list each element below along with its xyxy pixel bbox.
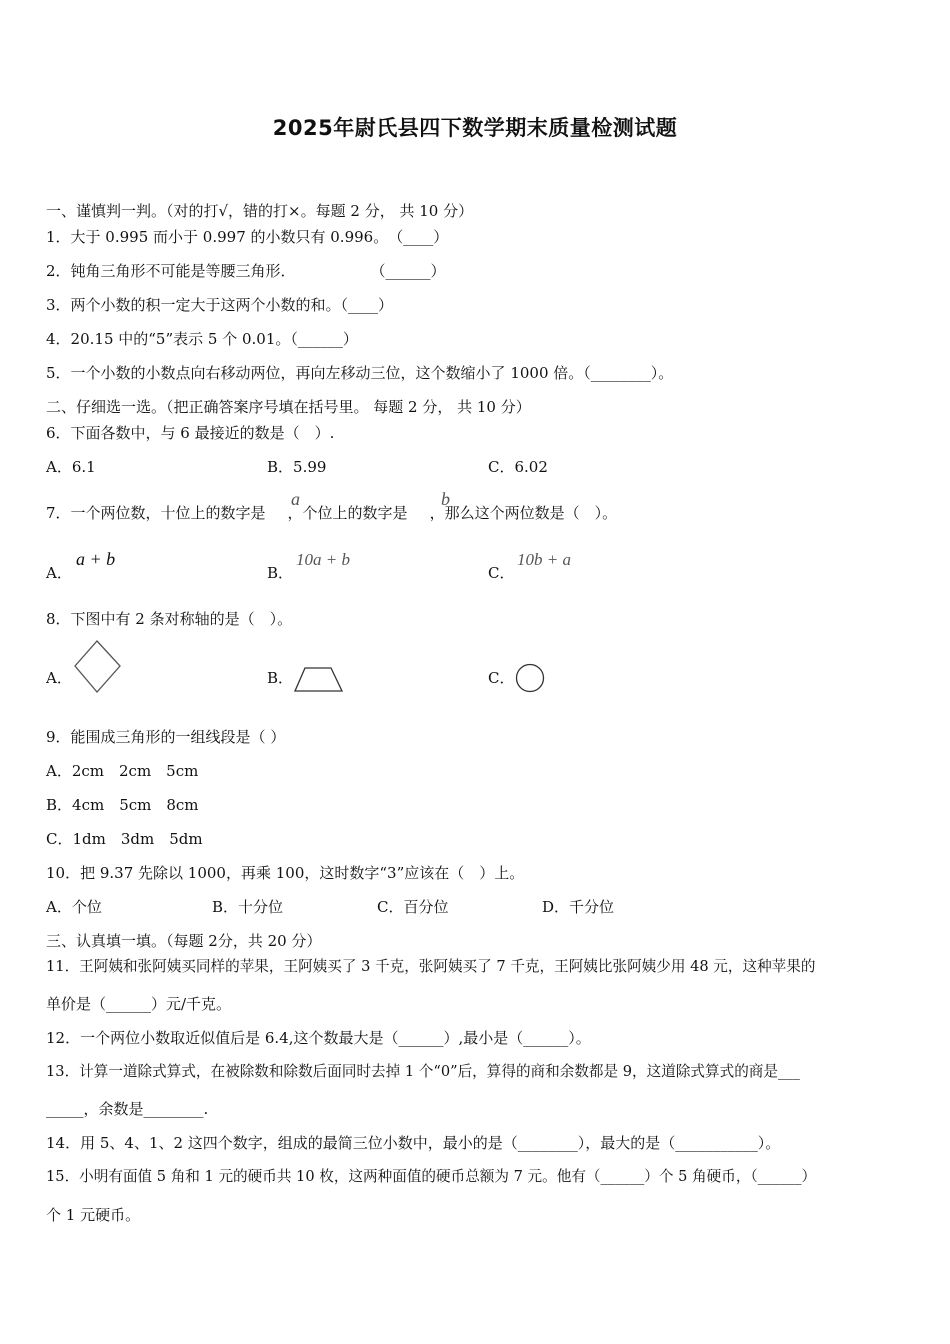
q10-option-c: C．百分位	[377, 898, 449, 916]
section-heading-judge: 一、谨慎判一判。（对的打√，错的打×。每题 2 分， 共 10 分）	[46, 202, 474, 220]
q6-option-a: A．6.1	[46, 458, 96, 476]
q9-option-b: B．4cm 5cm 8cm	[46, 796, 199, 814]
q7-text-3: ，那么这个两位数是（ ）。	[429, 504, 618, 522]
question-4: 4．20.15 中的“5”表示 5 个 0.01。（______）	[46, 330, 358, 348]
q6-option-c: C．6.02	[488, 458, 548, 476]
q6-option-b: B．5.99	[267, 458, 327, 476]
q8-option-a-label: A．	[46, 669, 72, 687]
q8-option-b-label: B．	[267, 669, 294, 687]
question-9: 9．能围成三角形的一组线段是（ ）	[46, 728, 286, 746]
question-15-line-1: 15．小明有面值 5 角和 1 元的硬币共 10 枚，这两种面值的硬币总额为 7 元。他有（______）个 5 角硬币，（______）	[46, 1168, 817, 1185]
q7-variable-b: b	[441, 489, 450, 509]
question-12: 12．一个两位小数取近似值后是 6.4,这个数最大是（______）,最小是（______）。	[46, 1029, 591, 1047]
q7-option-c-expr: 10b + a	[517, 550, 571, 569]
question-5: 5．一个小数的小数点向右移动两位，再向左移动三位，这个数缩小了 1000 倍。（________）。	[46, 364, 674, 382]
q10-option-d: D．千分位	[542, 898, 615, 916]
question-8: 8．下图中有 2 条对称轴的是（ ）。	[46, 610, 293, 628]
q7-option-b-label: B．	[267, 564, 294, 582]
page-title: 2025年尉氏县四下数学期末质量检测试题	[272, 116, 678, 140]
q7-text-1: 7．一个两位数，十位上的数字是	[46, 504, 266, 522]
question-14: 14．用 5、4、1、2 这四个数字，组成的最简三位小数中，最小的是（________），最大的是（___________）。	[46, 1134, 781, 1152]
q7-text-2: ，个位上的数字是	[287, 504, 408, 522]
q10-option-b: B．十分位	[212, 898, 284, 916]
question-13-line-1: 13．计算一道除式算式，在被除数和除数后面同时去掉 1 个“0”后，算得的商和余数都是 9，这道除式算式的商是___	[46, 1063, 800, 1080]
q7-option-a-label: A．	[46, 564, 72, 582]
question-11-line-1: 11．王阿姨和张阿姨买同样的苹果，王阿姨买了 3 千克，张阿姨买了 7 千克，王阿姨比张阿姨少用 48 元，这种苹果的	[46, 958, 816, 975]
q8-option-c-label: C．	[488, 669, 515, 687]
q7-option-a-expr: a + b	[76, 549, 116, 569]
question-11-line-2: 单价是（______）元/千克。	[46, 995, 232, 1013]
section-heading-fill: 三、认真填一填。（每题 2分，共 20 分）	[46, 932, 322, 950]
question-7	[46, 503, 617, 523]
circle-icon	[515, 663, 545, 693]
q7-variable-a: a	[291, 489, 300, 509]
question-1: 1．大于 0.995 而小于 0.997 的小数只有 0.996。 （____）	[46, 228, 449, 246]
question-3: 3．两个小数的积一定大于这两个小数的和。（____）	[46, 296, 394, 314]
diamond-icon	[74, 640, 122, 694]
q9-option-c: C．1dm 3dm 5dm	[46, 830, 203, 848]
question-13-line-2: _____，余数是________.	[46, 1100, 209, 1118]
trapezoid-icon	[294, 667, 344, 693]
question-2: 2．钝角三角形不可能是等腰三角形． （______）	[46, 262, 446, 280]
q9-option-a: A．2cm 2cm 5cm	[46, 762, 199, 780]
section-heading-choice: 二、仔细选一选。（把正确答案序号填在括号里。 每题 2 分， 共 10 分）	[46, 398, 531, 416]
q7-option-c-label: C．	[488, 564, 515, 582]
question-15-line-2: 个 1 元硬币。	[46, 1206, 141, 1224]
question-6: 6．下面各数中，与 6 最接近的数是（ ）.	[46, 424, 335, 442]
q7-option-b-expr: 10a + b	[296, 550, 350, 569]
question-10: 10．把 9.37 先除以 1000，再乘 100，这时数字“3”应该在（ ）上。	[46, 864, 525, 882]
q10-option-a: A．个位	[46, 898, 102, 916]
